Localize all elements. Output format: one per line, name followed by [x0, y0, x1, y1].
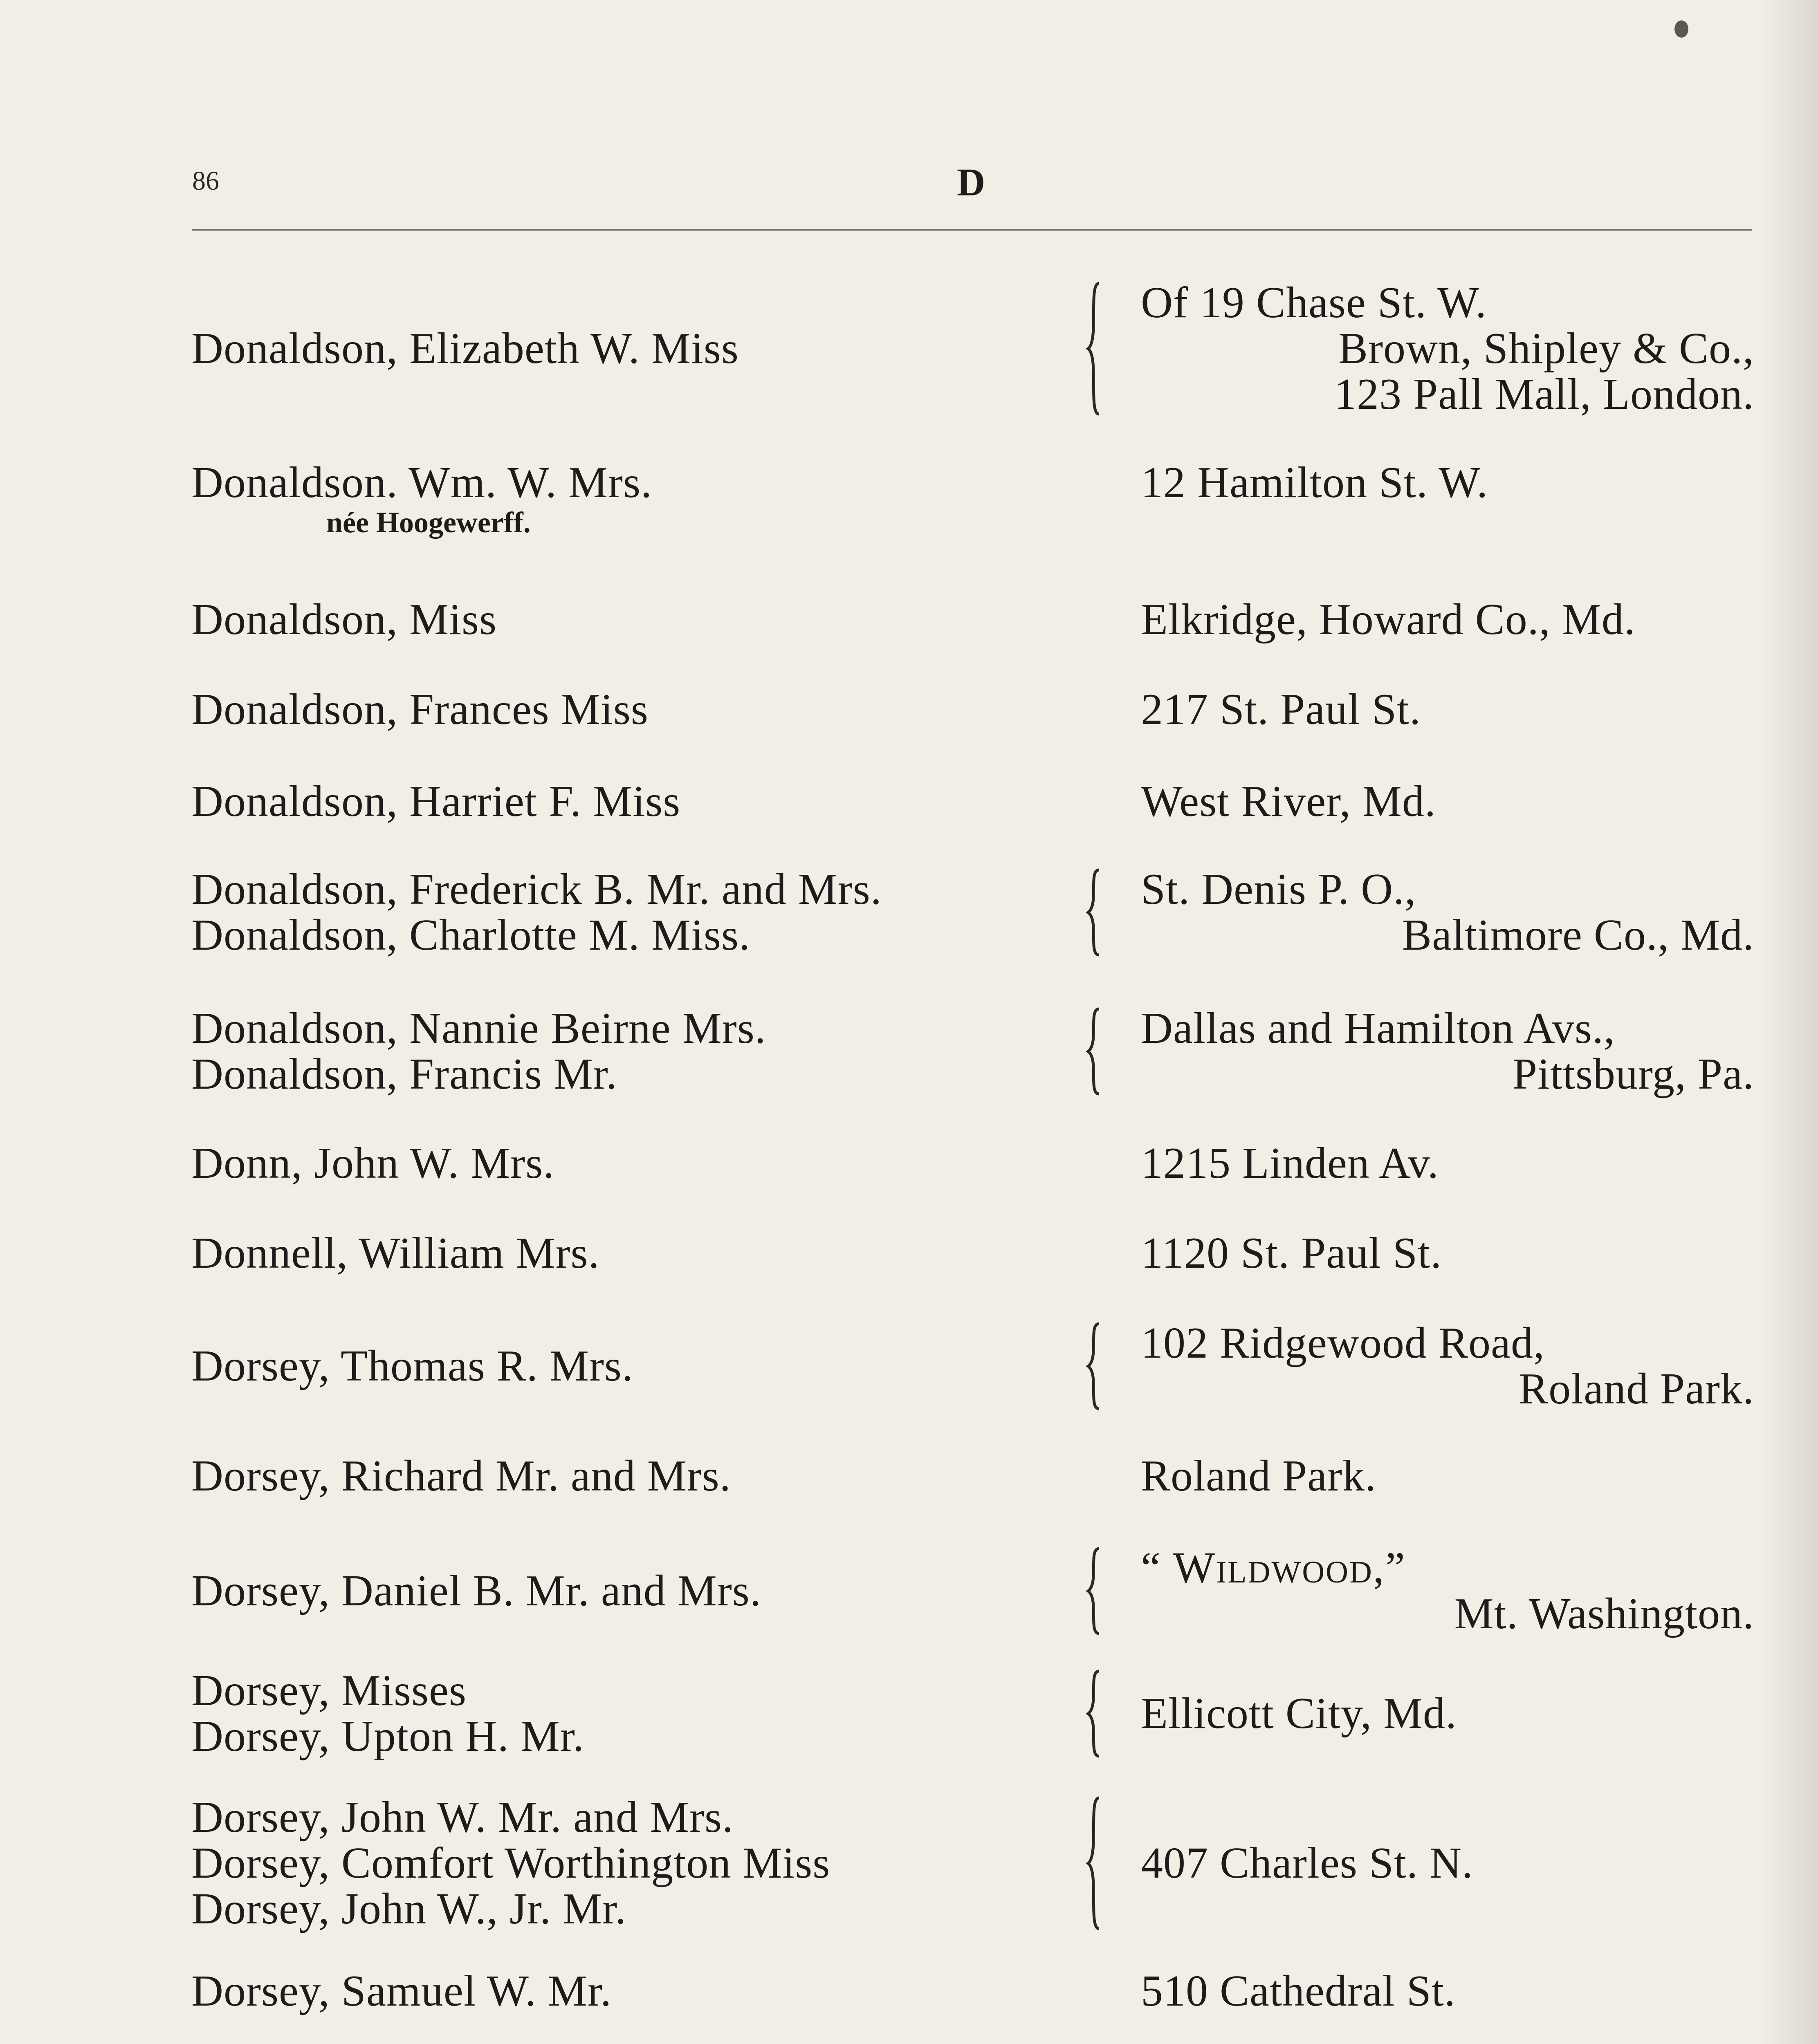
- brace-path: [1088, 1549, 1099, 1634]
- entry-name: Donaldson, Francis Mr.: [191, 1050, 617, 1098]
- entry-names: [191, 597, 1071, 643]
- brace: [1086, 1006, 1110, 1097]
- entry-name: Dorsey, Richard Mr. and Mrs.: [191, 1452, 731, 1500]
- page-edge-shadow: [1761, 0, 1818, 2044]
- entry-address: [1141, 1545, 1754, 1637]
- brace: [1086, 1320, 1110, 1412]
- entry-name: Donaldson, Harriet F. Miss: [191, 777, 681, 826]
- entry-names: [191, 1453, 1071, 1499]
- address-line: 407 Charles St. N.: [1141, 1839, 1473, 1887]
- address-line: 102 Ridgewood Road,: [1141, 1319, 1545, 1367]
- address-line: Baltimore Co., Md.: [1402, 911, 1754, 959]
- address-line: Brown, Shipley & Co.,: [1338, 324, 1754, 373]
- entry-address: [1141, 867, 1754, 958]
- brace-path: [1088, 1009, 1099, 1094]
- brace: [1086, 867, 1110, 958]
- brace-path: [1088, 1324, 1099, 1409]
- entry-names: [191, 1343, 1071, 1389]
- ink-speck: [1674, 20, 1688, 38]
- entry-name: Donaldson, Charlotte M. Miss.: [191, 911, 750, 959]
- entry-name: Dorsey, Upton H. Mr.: [191, 1712, 584, 1761]
- entry-address: [1141, 1840, 1754, 1886]
- entry-names: [191, 460, 1071, 539]
- entry-names: [191, 1141, 1071, 1186]
- address-line: Dallas and Hamilton Avs.,: [1141, 1004, 1615, 1053]
- brace: [1086, 280, 1110, 417]
- address-line: Roland Park.: [1141, 1452, 1376, 1500]
- entry-address: [1141, 1141, 1754, 1186]
- entry-name: Dorsey, Thomas R. Mrs.: [191, 1342, 633, 1390]
- maiden-name: née Hoogewerff.: [326, 506, 531, 539]
- curly-brace-icon: [1086, 1795, 1110, 1932]
- entry-address: [1141, 280, 1754, 417]
- address-line: Mt. Washington.: [1454, 1589, 1754, 1638]
- entry-name: Donaldson, Miss: [191, 595, 497, 644]
- address-line: 123 Pall Mall, London.: [1334, 370, 1754, 419]
- address-line: St. Denis P. O.,: [1141, 865, 1416, 914]
- curly-brace-icon: [1086, 1545, 1110, 1637]
- entry-address: [1141, 1320, 1754, 1412]
- entry-address: [1141, 460, 1754, 506]
- entry-address: [1141, 1968, 1754, 2014]
- entry-name: Donaldson. Wm. W. Mrs.: [191, 458, 653, 507]
- entry-address: [1141, 687, 1754, 733]
- entry-names: [191, 1230, 1071, 1276]
- entry-names: [191, 326, 1071, 372]
- page-number: 86: [192, 166, 219, 196]
- brace: [1086, 1795, 1110, 1932]
- address-line: West River, Md.: [1141, 777, 1436, 826]
- brace: [1086, 1668, 1110, 1759]
- entry-name: Dorsey, John W., Jr. Mr.: [191, 1885, 627, 1933]
- address-line: “ Wildwood,”: [1141, 1544, 1406, 1592]
- address-line: 12 Hamilton St. W.: [1141, 458, 1488, 507]
- address-line: 217 St. Paul St.: [1141, 685, 1421, 734]
- entry-names: [191, 779, 1071, 825]
- brace-path: [1088, 283, 1099, 414]
- entry-name: Donnell, William Mrs.: [191, 1229, 600, 1278]
- address-line: Of 19 Chase St. W.: [1141, 278, 1487, 327]
- entry-address: [1141, 597, 1754, 643]
- address-line: Pittsburg, Pa.: [1512, 1050, 1754, 1098]
- entry-name: Dorsey, Daniel B. Mr. and Mrs.: [191, 1567, 761, 1615]
- entry-name: Dorsey, Misses: [191, 1666, 467, 1715]
- address-line: Elkridge, Howard Co., Md.: [1141, 595, 1636, 644]
- curly-brace-icon: [1086, 1006, 1110, 1097]
- entry-name: Donaldson, Elizabeth W. Miss: [191, 324, 739, 373]
- address-line: 510 Cathedral St.: [1141, 1967, 1456, 2015]
- entry-names: [191, 1568, 1071, 1614]
- curly-brace-icon: [1086, 867, 1110, 958]
- curly-brace-icon: [1086, 280, 1110, 417]
- entry-name: Donaldson, Nannie Beirne Mrs.: [191, 1004, 766, 1053]
- entry-name: Donaldson, Frances Miss: [191, 685, 649, 734]
- section-letter: D: [957, 160, 987, 204]
- brace-path: [1088, 870, 1099, 955]
- entry-name: Dorsey, Samuel W. Mr.: [191, 1967, 612, 2015]
- entry-names: [191, 1795, 1071, 1932]
- entry-address: [1141, 1691, 1754, 1737]
- entry-name: Donn, John W. Mrs.: [191, 1139, 555, 1188]
- entry-address: [1141, 1230, 1754, 1276]
- curly-brace-icon: [1086, 1668, 1110, 1759]
- brace: [1086, 1545, 1110, 1637]
- entry-names: [191, 1006, 1071, 1097]
- brace-path: [1088, 1671, 1099, 1756]
- entry-names: [191, 1968, 1071, 2014]
- address-line: 1215 Linden Av.: [1141, 1139, 1439, 1188]
- entry-names: [191, 687, 1071, 733]
- entry-name: Donaldson, Frederick B. Mr. and Mrs.: [191, 865, 882, 914]
- entry-name: Dorsey, John W. Mr. and Mrs.: [191, 1793, 734, 1842]
- entry-names: [191, 867, 1071, 958]
- entry-address: [1141, 779, 1754, 825]
- header-rule: [192, 229, 1752, 231]
- entry-names: [191, 1668, 1071, 1759]
- brace-path: [1088, 1798, 1099, 1929]
- address-line: Roland Park.: [1519, 1365, 1754, 1413]
- entry-name: Dorsey, Comfort Worthington Miss: [191, 1839, 830, 1887]
- curly-brace-icon: [1086, 1320, 1110, 1412]
- entry-address: [1141, 1006, 1754, 1097]
- address-line: Ellicott City, Md.: [1141, 1689, 1457, 1738]
- entry-address: [1141, 1453, 1754, 1499]
- address-line: 1120 St. Paul St.: [1141, 1229, 1442, 1278]
